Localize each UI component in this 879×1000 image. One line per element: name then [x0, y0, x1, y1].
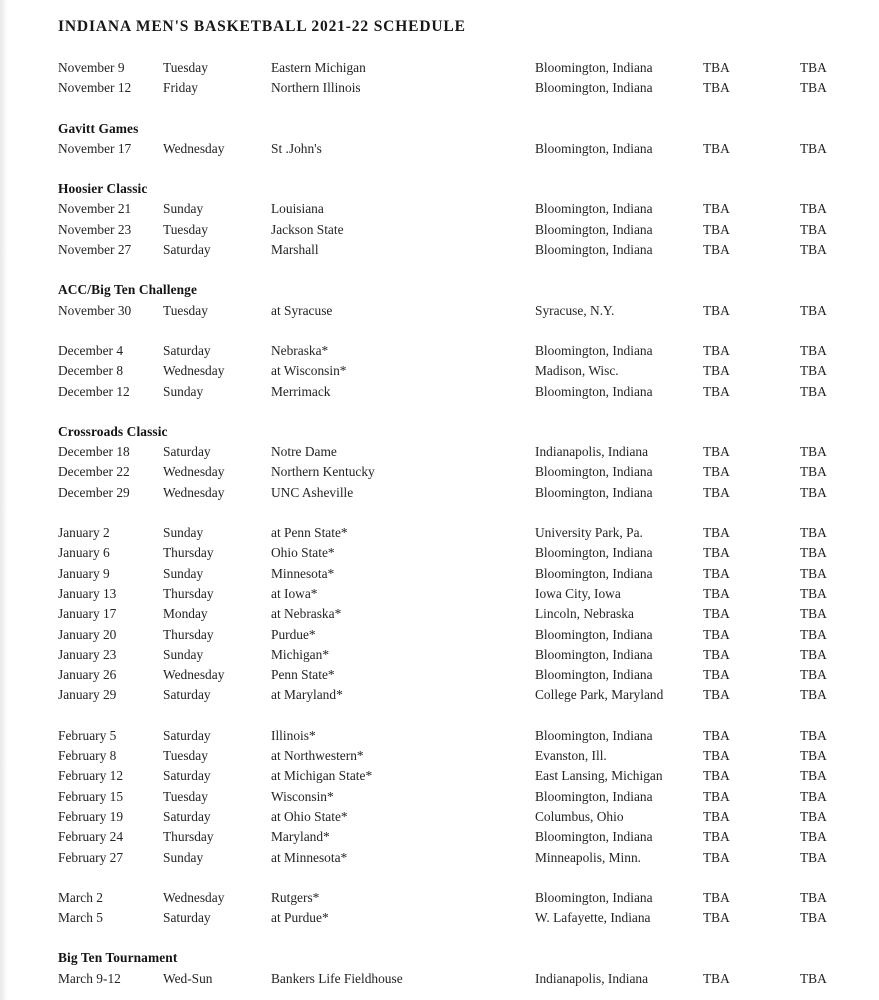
game-time: TBA [703, 585, 730, 601]
schedule-row [0, 442, 879, 462]
schedule-section [0, 868, 879, 929]
game-date: November 17 [58, 140, 132, 156]
game-opponent: Illinois* [271, 727, 316, 743]
game-date: February 27 [58, 849, 124, 865]
game-time: TBA [703, 302, 730, 318]
section-header: Crossroads Classic [58, 423, 168, 439]
game-day: Tuesday [163, 60, 208, 75]
game-opponent: at Ohio State* [271, 808, 348, 824]
game-date: January 26 [58, 667, 117, 683]
game-tv: TBA [800, 829, 827, 845]
section-spacer [0, 99, 879, 119]
game-tv: TBA [800, 910, 827, 926]
game-time: TBA [703, 221, 730, 237]
schedule-row [0, 78, 879, 98]
game-day: Wednesday [163, 889, 225, 905]
schedule-section [0, 260, 879, 321]
game-location: University Park, Pa. [535, 525, 643, 541]
game-location: Bloomington, Indiana [535, 342, 653, 358]
game-tv: TBA [800, 545, 827, 561]
section-header: Gavitt Games [58, 120, 139, 136]
game-date: January 20 [58, 626, 117, 642]
game-location: Bloomington, Indiana [535, 242, 653, 258]
game-day: Tuesday [163, 302, 208, 318]
game-time: TBA [703, 768, 730, 784]
section-header: Hoosier Classic [58, 181, 148, 197]
game-date: March 5 [58, 910, 103, 926]
game-location: Bloomington, Indiana [535, 727, 653, 743]
game-tv: TBA [800, 525, 827, 541]
game-day: Wednesday [163, 484, 225, 500]
schedule-row [0, 240, 879, 260]
game-date: January 23 [58, 646, 117, 662]
game-opponent: Wisconsin* [271, 788, 334, 804]
game-opponent: at Wisconsin* [271, 363, 347, 379]
game-tv: TBA [800, 970, 827, 986]
game-tv: TBA [800, 849, 827, 865]
game-location: Evanston, Ill. [535, 748, 607, 764]
game-date: November 9 [58, 60, 125, 75]
game-location: Bloomington, Indiana [535, 889, 653, 905]
game-location: Bloomington, Indiana [535, 60, 653, 75]
game-location: Bloomington, Indiana [535, 646, 653, 662]
schedule-row [0, 766, 879, 786]
game-date: January 13 [58, 585, 117, 601]
game-date: February 19 [58, 808, 124, 824]
schedule-row [0, 604, 879, 624]
game-time: TBA [703, 363, 730, 379]
game-location: Iowa City, Iowa [535, 585, 621, 601]
game-tv: TBA [800, 788, 827, 804]
section-spacer [0, 868, 879, 888]
game-location: W. Lafayette, Indiana [535, 910, 651, 926]
schedule-row [0, 827, 879, 847]
game-opponent: at Minnesota* [271, 849, 348, 865]
schedule-row [0, 220, 879, 240]
game-location: Bloomington, Indiana [535, 80, 653, 96]
game-day: Sunday [163, 646, 204, 662]
game-location: College Park, Maryland [535, 687, 664, 703]
schedule-row [0, 199, 879, 219]
game-opponent: Rutgers* [271, 889, 320, 905]
game-day: Thursday [163, 545, 214, 561]
game-tv: TBA [800, 646, 827, 662]
game-date: November 12 [58, 80, 132, 96]
game-time: TBA [703, 829, 730, 845]
game-date: December 8 [58, 363, 124, 379]
game-tv: TBA [800, 727, 827, 743]
game-date: January 2 [58, 525, 110, 541]
schedule-row [0, 341, 879, 361]
section-spacer [0, 402, 879, 422]
schedule-row [0, 726, 879, 746]
game-opponent: St .John's [271, 140, 322, 156]
game-day: Sunday [163, 849, 204, 865]
game-date: November 21 [58, 201, 132, 217]
game-time: TBA [703, 444, 730, 460]
game-time: TBA [703, 788, 730, 804]
schedule-row [0, 787, 879, 807]
game-opponent: Notre Dame [271, 444, 337, 460]
section-header: Big Ten Tournament [58, 950, 178, 966]
game-date: January 6 [58, 545, 110, 561]
game-date: March 9-12 [58, 970, 121, 986]
game-date: December 29 [58, 484, 130, 500]
game-time: TBA [703, 140, 730, 156]
game-opponent: at Iowa* [271, 585, 318, 601]
game-date: February 5 [58, 727, 117, 743]
game-time: TBA [703, 808, 730, 824]
game-opponent: Northern Illinois [271, 80, 361, 96]
game-opponent: Minnesota* [271, 565, 335, 581]
schedule-section [0, 321, 879, 402]
game-day: Saturday [163, 910, 211, 926]
game-time: TBA [703, 201, 730, 217]
game-day: Monday [163, 606, 208, 622]
game-location: Bloomington, Indiana [535, 626, 653, 642]
game-tv: TBA [800, 484, 827, 500]
game-tv: TBA [800, 565, 827, 581]
game-date: January 17 [58, 606, 117, 622]
game-time: TBA [703, 646, 730, 662]
game-tv: TBA [800, 80, 827, 96]
game-date: January 9 [58, 565, 110, 581]
game-tv: TBA [800, 626, 827, 642]
game-tv: TBA [800, 748, 827, 764]
game-location: Bloomington, Indiana [535, 788, 653, 804]
game-location: Bloomington, Indiana [535, 829, 653, 845]
game-time: TBA [703, 545, 730, 561]
game-tv: TBA [800, 606, 827, 622]
game-time: TBA [703, 342, 730, 358]
game-day: Wednesday [163, 363, 225, 379]
game-location: Bloomington, Indiana [535, 201, 653, 217]
game-time: TBA [703, 889, 730, 905]
game-date: November 23 [58, 221, 132, 237]
game-day: Saturday [163, 687, 211, 703]
game-opponent: at Syracuse [271, 302, 333, 318]
game-day: Saturday [163, 808, 211, 824]
game-opponent: at Penn State* [271, 525, 348, 541]
game-tv: TBA [800, 687, 827, 703]
game-tv: TBA [800, 768, 827, 784]
game-day: Sunday [163, 565, 204, 581]
schedule-row [0, 301, 879, 321]
game-date: February 15 [58, 788, 124, 804]
schedule-row [0, 139, 879, 159]
game-day: Friday [163, 80, 198, 96]
game-day: Thursday [163, 626, 214, 642]
game-opponent: Purdue* [271, 626, 316, 642]
game-time: TBA [703, 970, 730, 986]
game-opponent: Eastern Michigan [271, 60, 366, 75]
schedule-section [0, 402, 879, 503]
game-day: Saturday [163, 242, 211, 258]
game-date: March 2 [58, 889, 103, 905]
game-time: TBA [703, 80, 730, 96]
game-opponent: Louisiana [271, 201, 324, 217]
game-day: Tuesday [163, 748, 208, 764]
game-tv: TBA [800, 383, 827, 399]
game-time: TBA [703, 687, 730, 703]
schedule-row [0, 543, 879, 563]
game-date: February 24 [58, 829, 124, 845]
game-opponent: Ohio State* [271, 545, 335, 561]
game-day: Saturday [163, 727, 211, 743]
game-opponent: Marshall [271, 242, 319, 258]
schedule-row [0, 58, 879, 78]
game-tv: TBA [800, 585, 827, 601]
schedule-row [0, 645, 879, 665]
schedule-table [0, 58, 879, 989]
game-tv: TBA [800, 444, 827, 460]
game-day: Sunday [163, 201, 204, 217]
game-tv: TBA [800, 363, 827, 379]
game-time: TBA [703, 525, 730, 541]
game-time: TBA [703, 748, 730, 764]
game-time: TBA [703, 667, 730, 683]
schedule-section [0, 706, 879, 868]
game-opponent: Penn State* [271, 667, 335, 683]
game-location: Bloomington, Indiana [535, 383, 653, 399]
game-tv: TBA [800, 464, 827, 480]
game-date: December 22 [58, 464, 130, 480]
game-day: Thursday [163, 829, 214, 845]
game-day: Wednesday [163, 464, 225, 480]
game-tv: TBA [800, 221, 827, 237]
game-location: Madison, Wisc. [535, 363, 619, 379]
schedule-section [0, 58, 879, 99]
game-location: Minneapolis, Minn. [535, 849, 642, 865]
section-header: ACC/Big Ten Challenge [58, 282, 198, 298]
game-time: TBA [703, 60, 730, 75]
game-tv: TBA [800, 60, 827, 75]
page-title: INDIANA MEN'S BASKETBALL 2021-22 SCHEDULE [58, 18, 466, 35]
game-opponent: at Northwestern* [271, 748, 364, 764]
game-tv: TBA [800, 808, 827, 824]
game-time: TBA [703, 484, 730, 500]
game-date: November 30 [58, 302, 132, 318]
game-location: East Lansing, Michigan [535, 768, 663, 784]
section-spacer [0, 321, 879, 341]
game-location: Bloomington, Indiana [535, 484, 653, 500]
game-tv: TBA [800, 201, 827, 217]
schedule-section [0, 159, 879, 260]
game-location: Bloomington, Indiana [535, 565, 653, 581]
game-location: Bloomington, Indiana [535, 464, 653, 480]
game-day: Wed-Sun [163, 970, 213, 986]
game-opponent: at Nebraska* [271, 606, 342, 622]
game-day: Wednesday [163, 140, 225, 156]
schedule-row [0, 685, 879, 705]
game-time: TBA [703, 849, 730, 865]
game-date: December 18 [58, 444, 130, 460]
game-time: TBA [703, 464, 730, 480]
game-opponent: Merrimack [271, 383, 331, 399]
game-time: TBA [703, 242, 730, 258]
game-location: Indianapolis, Indiana [535, 444, 649, 460]
schedule-row [0, 625, 879, 645]
schedule-row [0, 361, 879, 381]
schedule-row [0, 584, 879, 604]
game-opponent: at Michigan State* [271, 768, 373, 784]
game-day: Saturday [163, 444, 211, 460]
game-day: Thursday [163, 585, 214, 601]
schedule-row [0, 848, 879, 868]
schedule-row [0, 807, 879, 827]
game-location: Bloomington, Indiana [535, 140, 653, 156]
game-day: Sunday [163, 525, 204, 541]
game-location: Bloomington, Indiana [535, 667, 653, 683]
game-opponent: at Maryland* [271, 687, 343, 703]
game-opponent: Jackson State [271, 221, 344, 237]
game-date: December 4 [58, 342, 124, 358]
game-time: TBA [703, 910, 730, 926]
game-time: TBA [703, 626, 730, 642]
game-time: TBA [703, 727, 730, 743]
section-spacer [0, 260, 879, 280]
game-day: Tuesday [163, 788, 208, 804]
game-location: Bloomington, Indiana [535, 545, 653, 561]
game-location: Columbus, Ohio [535, 808, 624, 824]
schedule-row [0, 888, 879, 908]
schedule-section [0, 928, 879, 989]
schedule-row [0, 523, 879, 543]
game-opponent: Nebraska* [271, 342, 329, 358]
schedule-section [0, 99, 879, 160]
game-tv: TBA [800, 667, 827, 683]
game-tv: TBA [800, 140, 827, 156]
game-location: Syracuse, N.Y. [535, 302, 615, 318]
schedule-row [0, 908, 879, 928]
section-spacer [0, 503, 879, 523]
game-location: Indianapolis, Indiana [535, 970, 649, 986]
game-date: January 29 [58, 687, 117, 703]
game-location: Lincoln, Nebraska [535, 606, 634, 622]
game-opponent: Michigan* [271, 646, 330, 662]
section-spacer [0, 706, 879, 726]
schedule-row [0, 665, 879, 685]
schedule-section [0, 503, 879, 706]
schedule-row [0, 969, 879, 989]
game-tv: TBA [800, 342, 827, 358]
game-tv: TBA [800, 242, 827, 258]
section-spacer [0, 928, 879, 948]
schedule-row [0, 746, 879, 766]
game-time: TBA [703, 606, 730, 622]
game-opponent: UNC Asheville [271, 484, 354, 500]
game-time: TBA [703, 565, 730, 581]
game-day: Sunday [163, 383, 204, 399]
section-spacer [0, 159, 879, 179]
game-day: Saturday [163, 768, 211, 784]
game-time: TBA [703, 383, 730, 399]
game-opponent: Bankers Life Fieldhouse [271, 970, 403, 986]
schedule-row [0, 564, 879, 584]
game-tv: TBA [800, 302, 827, 318]
game-opponent: Maryland* [271, 829, 330, 845]
game-date: February 8 [58, 748, 117, 764]
game-opponent: Northern Kentucky [271, 464, 375, 480]
schedule-row [0, 382, 879, 402]
game-day: Saturday [163, 342, 211, 358]
schedule-row [0, 483, 879, 503]
game-date: February 12 [58, 768, 124, 784]
game-opponent: at Purdue* [271, 910, 329, 926]
game-day: Wednesday [163, 667, 225, 683]
game-location: Bloomington, Indiana [535, 221, 653, 237]
game-date: December 12 [58, 383, 130, 399]
schedule-row [0, 462, 879, 482]
game-date: November 27 [58, 242, 132, 258]
game-tv: TBA [800, 889, 827, 905]
game-day: Tuesday [163, 221, 208, 237]
